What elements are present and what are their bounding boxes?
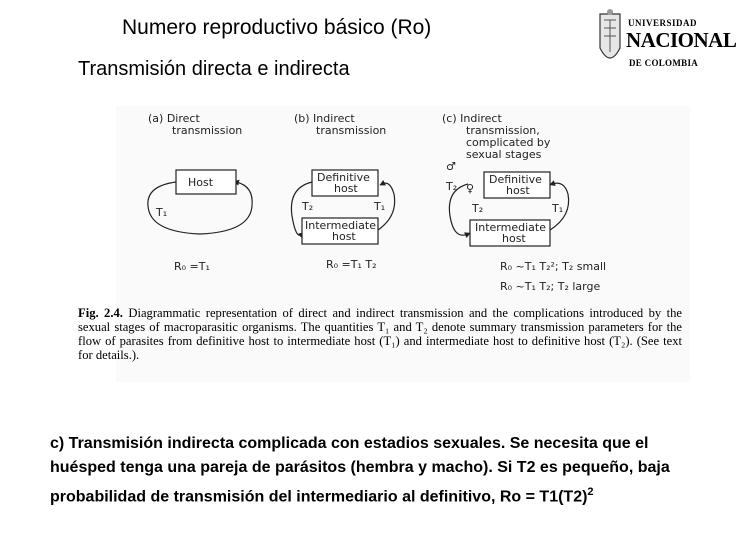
panel-c-formula-large: R₀ ~T₁ T₂; T₂ large (500, 280, 601, 293)
panel-b-label-1: (b) Indirect (294, 112, 355, 125)
panel-c-label-2: transmission, (466, 124, 540, 137)
figure-caption (78, 306, 682, 362)
panel-b-t1: T₁ (374, 200, 386, 213)
panel-b-t2: T₂ (302, 200, 314, 213)
explanation-superscript: 2 (587, 486, 594, 498)
panel-c-label-4: sexual stages (466, 148, 542, 161)
panel-c-definitive-line-2: host (506, 184, 530, 197)
panel-a-label-2: transmission (172, 124, 243, 137)
panel-c-t2-left: T₂ (446, 180, 458, 193)
panel-b-definitive-line-2: host (334, 182, 358, 195)
coat-of-arms-icon (596, 8, 624, 74)
panel-c-t2: T₂ (472, 202, 484, 215)
figure-caption-text: Diagrammatic representation of direct and indirect transmission and the complications introduced by the sexual stages of macroparasitic organisms. The quantities T₁ and T₂ denote summary transmission parameters for the flow of parasites from definitive host to intermediate host (T₁) and intermediate host to definitive host (T₂). (See text for details.). (78, 306, 682, 362)
panel-c-label-1: (c) Indirect (442, 112, 502, 125)
slide-subtitle: Transmisión directa e indirecta (78, 58, 350, 80)
panel-c-female-symbol: ♀ (466, 182, 475, 195)
panel-a-label-1: (a) Direct (148, 112, 200, 125)
panel-a-t1: T₁ (156, 206, 168, 219)
panel-b-label-2: transmission (316, 124, 387, 137)
panel-a-formula: R₀ =T₁ (174, 260, 210, 273)
university-logo (592, 6, 736, 78)
panel-c-formula-small: R₀ ~T₁ T₂²; T₂ small (500, 260, 607, 273)
panel-b-formula: R₀ =T₁ T₂ (326, 258, 377, 271)
logo-line-1: UNIVERSIDAD (628, 18, 698, 28)
transmission-diagram (116, 106, 690, 306)
panel-c-intermediate-line-2: host (502, 232, 526, 245)
panel-b-definitive-line-1: Definitive (317, 171, 370, 184)
explanation-text (50, 432, 686, 509)
panel-b-intermediate-line-2: host (332, 230, 356, 243)
panel-a-host-label: Host (188, 176, 214, 189)
panel-c-male-symbol: ♂ (446, 160, 456, 173)
panel-c-t1: T₁ (552, 202, 564, 215)
panel-c-label-3: complicated by (466, 136, 551, 149)
figure-caption-label: Fig. 2.4. (78, 306, 123, 320)
slide-title: Numero reproductivo básico (Ro) (122, 16, 432, 39)
panel-b-intermediate-line-1: Intermediate (305, 219, 376, 232)
logo-line-2: NACIONAL (626, 28, 736, 52)
explanation-body: c) Transmisión indirecta complicada con estadios sexuales. Se necesita que el huésped tenga una pareja de parásitos (hembra y macho). Si T2 es pequeño, baja probabilidad de transmisión del intermediario al definitivo, Ro = T1(T2) (50, 435, 670, 506)
logo-line-3: DE COLOMBIA (629, 58, 699, 68)
panel-c-definitive-line-1: Definitive (489, 173, 542, 186)
panel-c-intermediate-line-1: Intermediate (475, 221, 546, 234)
